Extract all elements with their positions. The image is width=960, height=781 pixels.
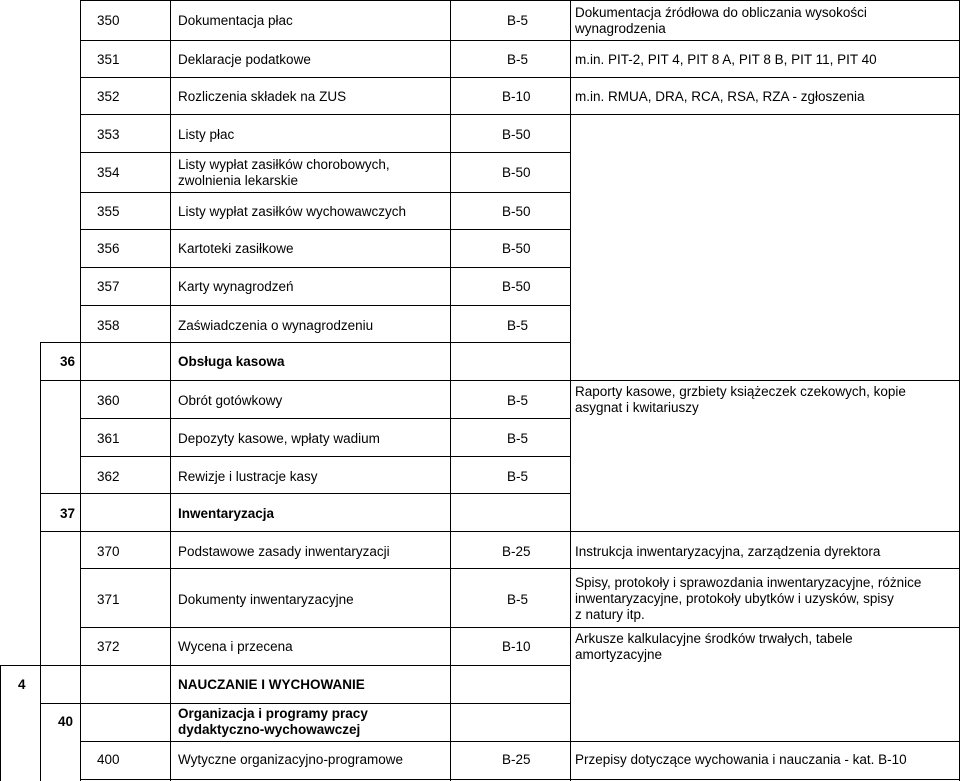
row-352-category: B-10 xyxy=(502,89,531,104)
row-370-code: 370 xyxy=(97,544,120,559)
row-352-name: Rozliczenia składek na ZUS xyxy=(178,89,347,104)
row-354-name: Listy wypłat zasiłków chorobowych, zwolnienia lekarskie xyxy=(178,157,390,188)
row-355-name: Listy wypłat zasiłków wychowawczych xyxy=(178,204,407,219)
row-357-name: Karty wynagrodzeń xyxy=(178,279,294,294)
table-rule xyxy=(80,229,570,230)
group-40-name: Organizacja i programy pracy dydaktyczno-wychowawczej xyxy=(178,706,368,737)
table-rule xyxy=(80,77,960,78)
row-356-category: B-50 xyxy=(502,241,531,256)
row-350-name: Dokumentacja płac xyxy=(178,13,293,28)
table-rule xyxy=(450,0,451,781)
table-rule xyxy=(80,779,960,780)
row-358-code: 358 xyxy=(97,318,120,333)
table-rule xyxy=(80,568,960,569)
row-351-notes: m.in. PIT-2, PIT 4, PIT 8 A, PIT 8 B, PIT 11, PIT 40 xyxy=(575,52,877,67)
row-372-notes: Arkusze kalkulacyjne środków trwałych, tabele amortyzacyjne xyxy=(575,631,853,662)
table-rule xyxy=(80,114,960,115)
row-360-category: B-5 xyxy=(507,393,529,408)
table-rule xyxy=(80,192,570,193)
row-400-code: 400 xyxy=(97,752,120,767)
group-36-code: 36 xyxy=(60,354,76,369)
row-357-code: 357 xyxy=(97,279,120,294)
table-rule xyxy=(570,0,571,781)
table-rule xyxy=(80,741,960,742)
row-370-notes: Instrukcja inwentaryzacyjna, zarządzenia dyrektora xyxy=(575,544,881,559)
row-353-code: 353 xyxy=(97,127,120,142)
row-371-name: Dokumenty inwentaryzacyjne xyxy=(178,592,354,607)
row-371-code: 371 xyxy=(97,592,120,607)
row-360-name: Obrót gotówkowy xyxy=(178,393,283,408)
row-362-code: 362 xyxy=(97,469,120,484)
row-353-category: B-50 xyxy=(502,127,531,142)
row-351-name: Deklaracje podatkowe xyxy=(178,52,311,67)
table-rule xyxy=(40,342,41,781)
row-356-code: 356 xyxy=(97,241,120,256)
row-400-category: B-25 xyxy=(502,752,531,767)
row-350-category: B-5 xyxy=(507,13,529,28)
row-371-notes: Spisy, protokoły i sprawozdania inwentaryzacyjne, różnice inwentaryzacyjne, protokoły ubytków i uzysków, spisy z natury itp. xyxy=(575,575,922,622)
row-372-name: Wycena i przecena xyxy=(178,639,293,654)
row-400-name: Wytyczne organizacyjno-programowe xyxy=(178,752,403,767)
table-rule xyxy=(80,305,570,306)
row-361-code: 361 xyxy=(97,431,120,446)
row-351-category: B-5 xyxy=(507,52,529,67)
group-40-code: 40 xyxy=(58,714,74,729)
table-rule xyxy=(80,152,570,153)
table-rule xyxy=(40,531,960,532)
row-361-name: Depozyty kasowe, wpłaty wadium xyxy=(178,431,380,446)
table-rule xyxy=(0,665,570,666)
row-351-code: 351 xyxy=(97,52,120,67)
row-370-name: Podstawowe zasady inwentaryzacji xyxy=(178,544,390,559)
row-371-category: B-5 xyxy=(507,592,529,607)
table-rule xyxy=(80,0,81,781)
table-rule xyxy=(0,665,1,781)
row-372-code: 372 xyxy=(97,639,120,654)
table-rule xyxy=(40,380,960,381)
row-354-code: 354 xyxy=(97,165,120,180)
row-355-code: 355 xyxy=(97,204,120,219)
group-37-code: 37 xyxy=(60,506,76,521)
row-370-category: B-25 xyxy=(502,544,531,559)
row-362-category: B-5 xyxy=(507,469,529,484)
table-rule xyxy=(40,703,570,704)
row-372-category: B-10 xyxy=(502,639,531,654)
table-rule xyxy=(170,0,171,781)
row-358-name: Zaświadczenia o wynagrodzeniu xyxy=(178,318,374,333)
row-353-name: Listy płac xyxy=(178,127,235,142)
row-355-category: B-50 xyxy=(502,204,531,219)
row-361-category: B-5 xyxy=(507,431,529,446)
group-36-name: Obsługa kasowa xyxy=(178,354,285,369)
table-rule xyxy=(80,267,570,268)
group-37-name: Inwentaryzacja xyxy=(178,506,275,521)
row-352-code: 352 xyxy=(97,89,120,104)
row-360-code: 360 xyxy=(97,393,120,408)
row-352-notes: m.in. RMUA, DRA, RCA, RSA, RZA - zgłoszenia xyxy=(575,89,865,104)
table-rule xyxy=(80,627,960,628)
section-4-code: 4 xyxy=(18,677,26,692)
row-350-code: 350 xyxy=(97,13,120,28)
table-rule xyxy=(80,456,570,457)
row-360-notes: Raporty kasowe, grzbiety książeczek czekowych, kopie asygnat i kwitariuszy xyxy=(575,384,906,415)
row-400-notes: Przepisy dotyczące wychowania i nauczania - kat. B-10 xyxy=(575,752,907,767)
row-358-category: B-5 xyxy=(507,318,529,333)
table-rule xyxy=(80,418,570,419)
row-356-name: Kartoteki zasiłkowe xyxy=(178,241,294,256)
row-350-notes: Dokumentacja źródłowa do obliczania wysokości wynagrodzenia xyxy=(575,5,867,36)
row-354-category: B-50 xyxy=(502,165,531,180)
row-362-name: Rewizje i lustracje kasy xyxy=(178,469,318,484)
table-rule xyxy=(80,0,960,1)
section-4-name: NAUCZANIE I WYCHOWANIE xyxy=(178,677,365,692)
row-357-category: B-50 xyxy=(502,279,531,294)
table-rule xyxy=(40,493,570,494)
table-rule xyxy=(80,40,960,41)
table-rule xyxy=(40,342,570,343)
